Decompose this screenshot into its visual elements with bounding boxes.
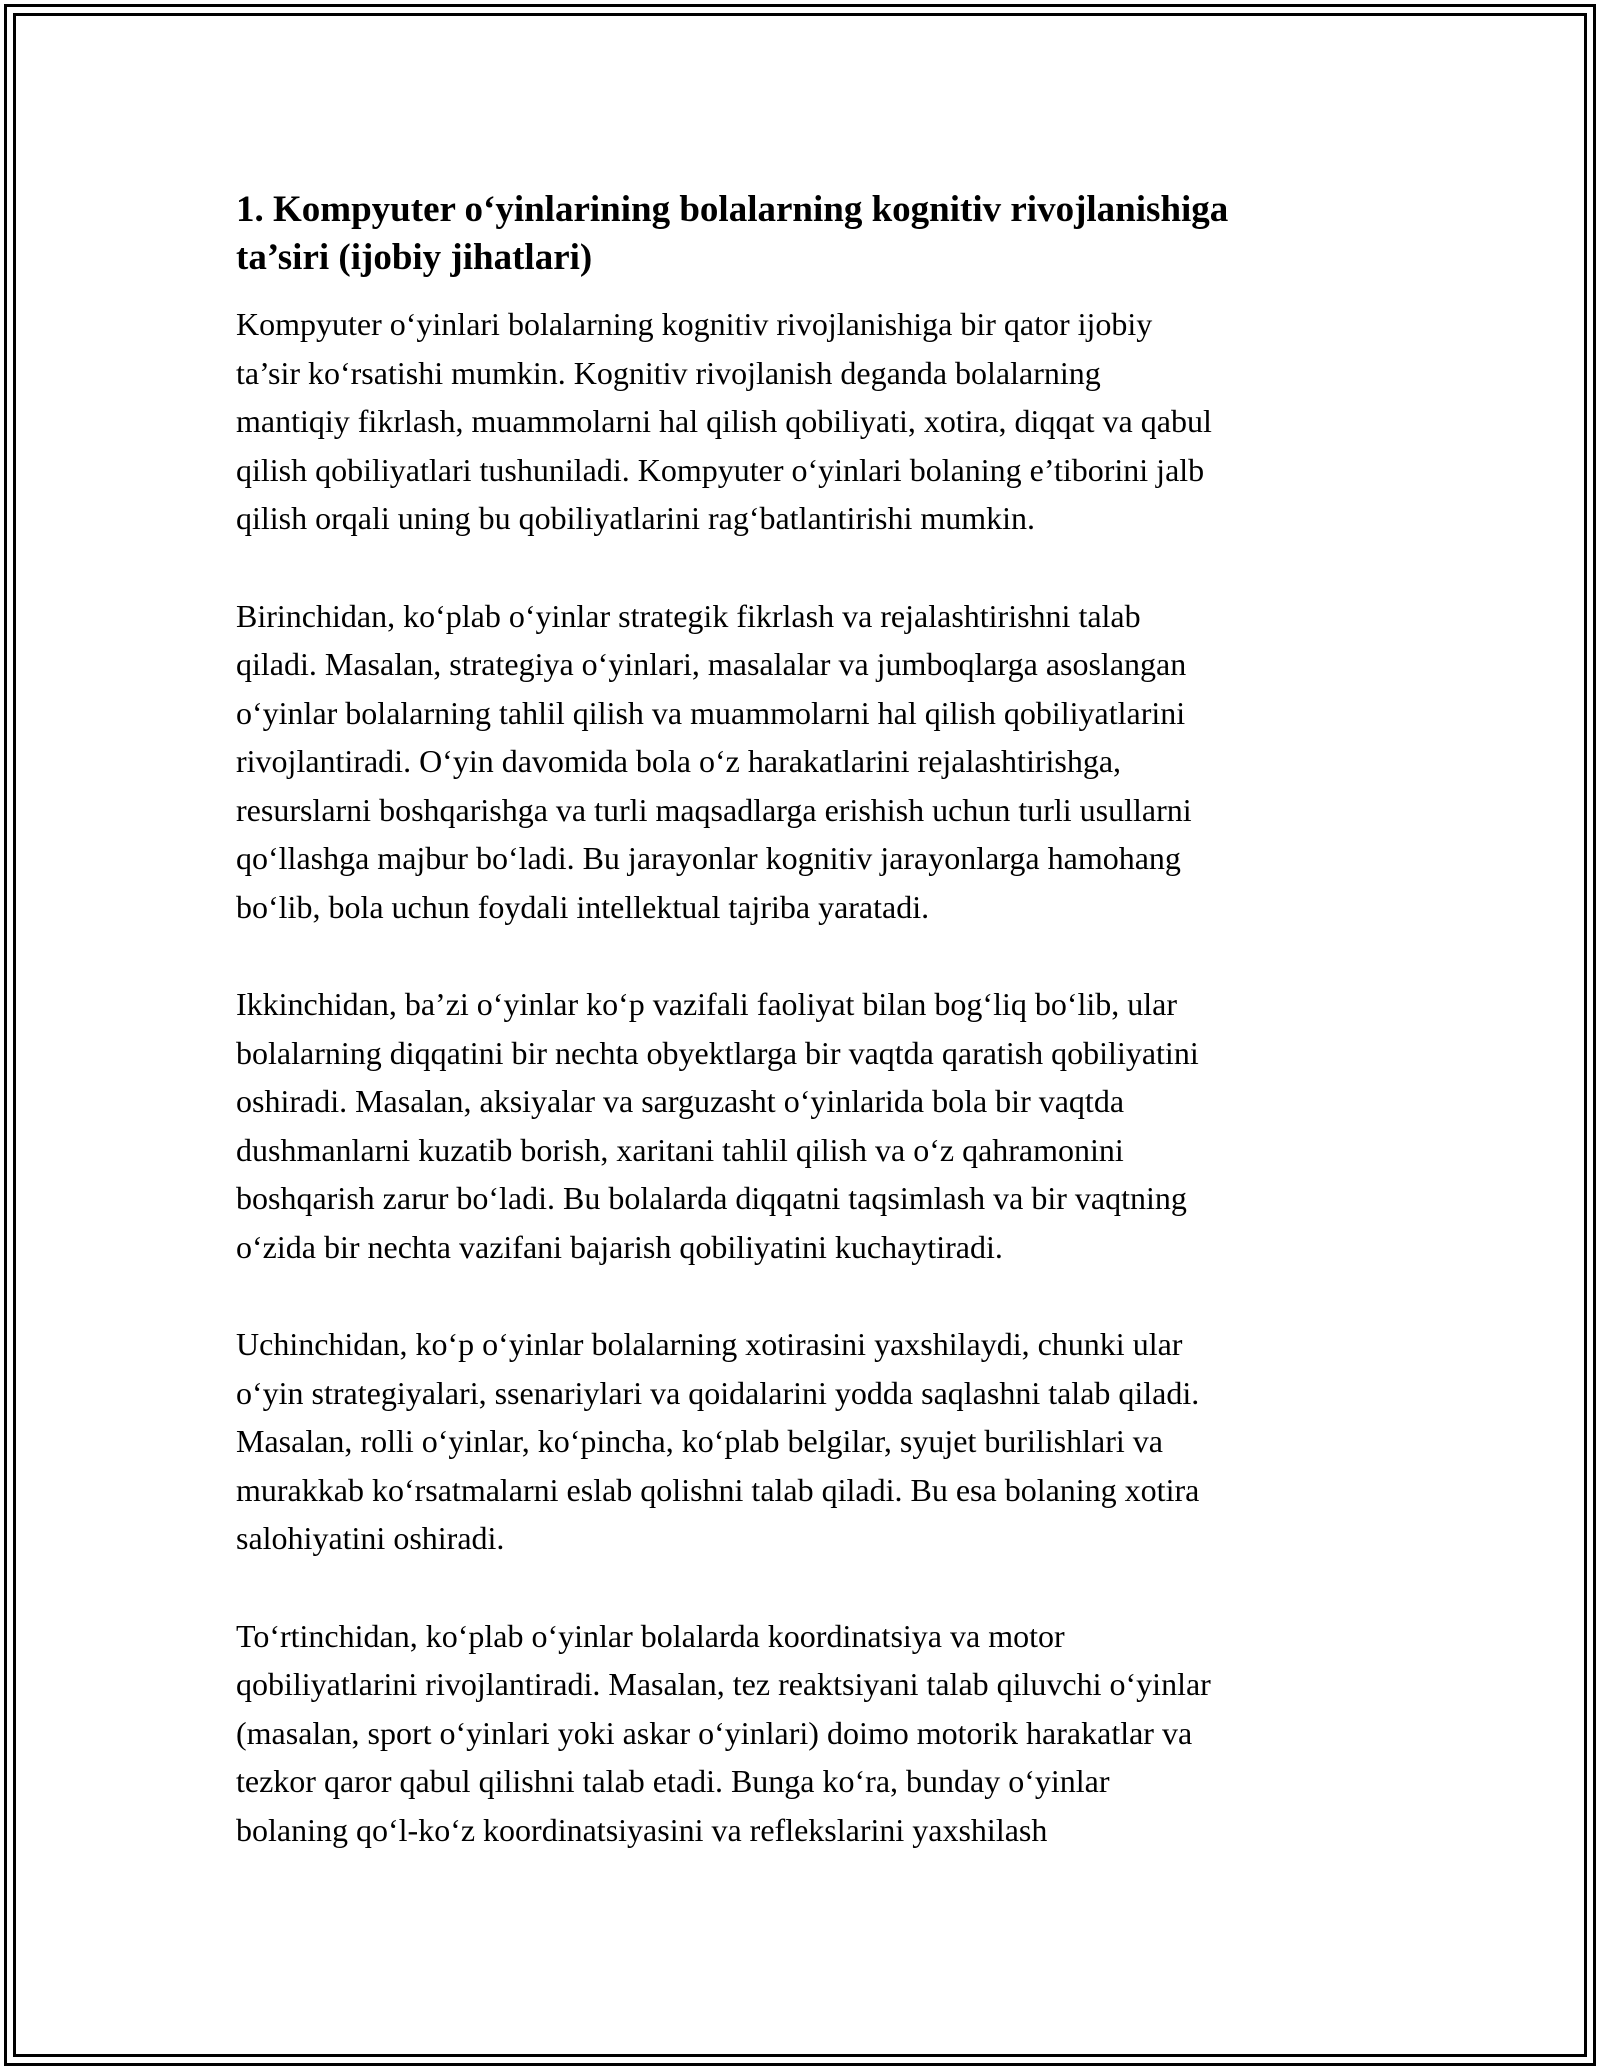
heading-line: 1. Kompyuter o‘yinlarining bolalarning kognitiv rivojlanishiga — [236, 189, 1229, 230]
paragraph-first — [236, 592, 1366, 932]
text-line: Ikkinchidan, ba’zi o‘yinlar ko‘p vazifali faoliyat bilan bog‘liq bo‘lib, ular — [236, 986, 1178, 1022]
text-line: Kompyuter o‘yinlari bolalarning kognitiv rivojlanishiga bir qator ijobiy — [236, 306, 1153, 342]
text-line: qilish orqali uning bu qobiliyatlarini rag‘batlantirishi mumkin. — [236, 500, 1035, 536]
text-line: Masalan, rolli o‘yinlar, ko‘pincha, ko‘plab belgilar, syujet burilishlari va — [236, 1423, 1163, 1459]
paragraph-intro — [236, 300, 1366, 543]
text-line: qiladi. Masalan, strategiya o‘yinlari, masalalar va jumboqlarga asoslangan — [236, 646, 1187, 682]
text-line: (masalan, sport o‘yinlari yoki askar o‘yinlari) doimo motorik harakatlar va — [236, 1714, 1193, 1751]
text-line: o‘zida bir nechta vazifani bajarish qobiliyatini kuchaytiradi. — [236, 1228, 1003, 1265]
text-line: qo‘llashga majbur bo‘ladi. Bu jarayonlar kognitiv jarayonlarga hamohang — [236, 840, 1181, 876]
text-line: qilish qobiliyatlari tushuniladi. Kompyuter o‘yinlari bolaning e’tiborini jalb — [236, 451, 1205, 488]
paragraph-second — [236, 980, 1366, 1271]
paragraph-third — [236, 1320, 1366, 1563]
text-line: mantiqiy fikrlash, muammolarni hal qilish qobiliyati, xotira, diqqat va qabul — [236, 403, 1212, 439]
section-heading — [236, 186, 1366, 282]
heading-line: ta’siri (ijobiy jihatlari) — [236, 237, 593, 278]
paragraph-fourth — [236, 1612, 1366, 1855]
text-line: qobiliyatlarini rivojlantiradi. Masalan, tez reaktsiyani talab qiluvchi o‘yinlar — [236, 1666, 1211, 1702]
text-line: boshqarish zarur bo‘ladi. Bu bolalarda diqqatni taqsimlash va bir vaqtning — [236, 1180, 1187, 1216]
text-line: salohiyatini oshiradi. — [236, 1520, 505, 1556]
text-line: bo‘lib, bola uchun foydali intellektual tajriba yaratadi. — [236, 888, 930, 925]
text-line: rivojlantiradi. O‘yin davomida bola o‘z harakatlarini rejalashtirishga, — [236, 743, 1122, 779]
text-line: o‘yinlar bolalarning tahlil qilish va muammolarni hal qilish qobiliyatlarini — [236, 694, 1186, 731]
text-line: resurslarni boshqarishga va turli maqsadlarga erishish uchun turli usullarni — [236, 791, 1192, 828]
text-line: To‘rtinchidan, ko‘plab o‘yinlar bolalarda koordinatsiya va motor — [236, 1617, 1065, 1654]
text-line: murakkab ko‘rsatmalarni eslab qolishni talab qiladi. Bu esa bolaning xotira — [236, 1471, 1200, 1508]
text-line: dushmanlarni kuzatib borish, xaritani tahlil qilish va o‘z qahramonini — [236, 1131, 1124, 1168]
text-line: Uchinchidan, ko‘p o‘yinlar bolalarning xotirasini yaxshilaydi, chunki ular — [236, 1326, 1183, 1362]
text-line: bolaning qo‘l-ko‘z koordinatsiyasini va reflekslarini yaxshilash — [236, 1811, 1048, 1848]
text-line: oshiradi. Masalan, aksiyalar va sarguzasht o‘yinlarida bola bir vaqtda — [236, 1083, 1125, 1119]
text-line: o‘yin strategiyalari, ssenariylari va qoidalarini yodda saqlashni talab qiladi. — [236, 1374, 1200, 1411]
text-line: bolalarning diqqatini bir nechta obyektlarga bir vaqtda qaratish qobiliyatini — [236, 1034, 1199, 1071]
text-line: ta’sir ko‘rsatishi mumkin. Kognitiv rivojlanish deganda bolalarning — [236, 354, 1101, 391]
document-body — [236, 186, 1366, 1903]
text-line: tezkor qaror qabul qilishni talab etadi. Bunga ko‘ra, bunday o‘yinlar — [236, 1763, 1110, 1799]
text-line: Birinchidan, ko‘plab o‘yinlar strategik fikrlash va rejalashtirishni talab — [236, 597, 1141, 634]
